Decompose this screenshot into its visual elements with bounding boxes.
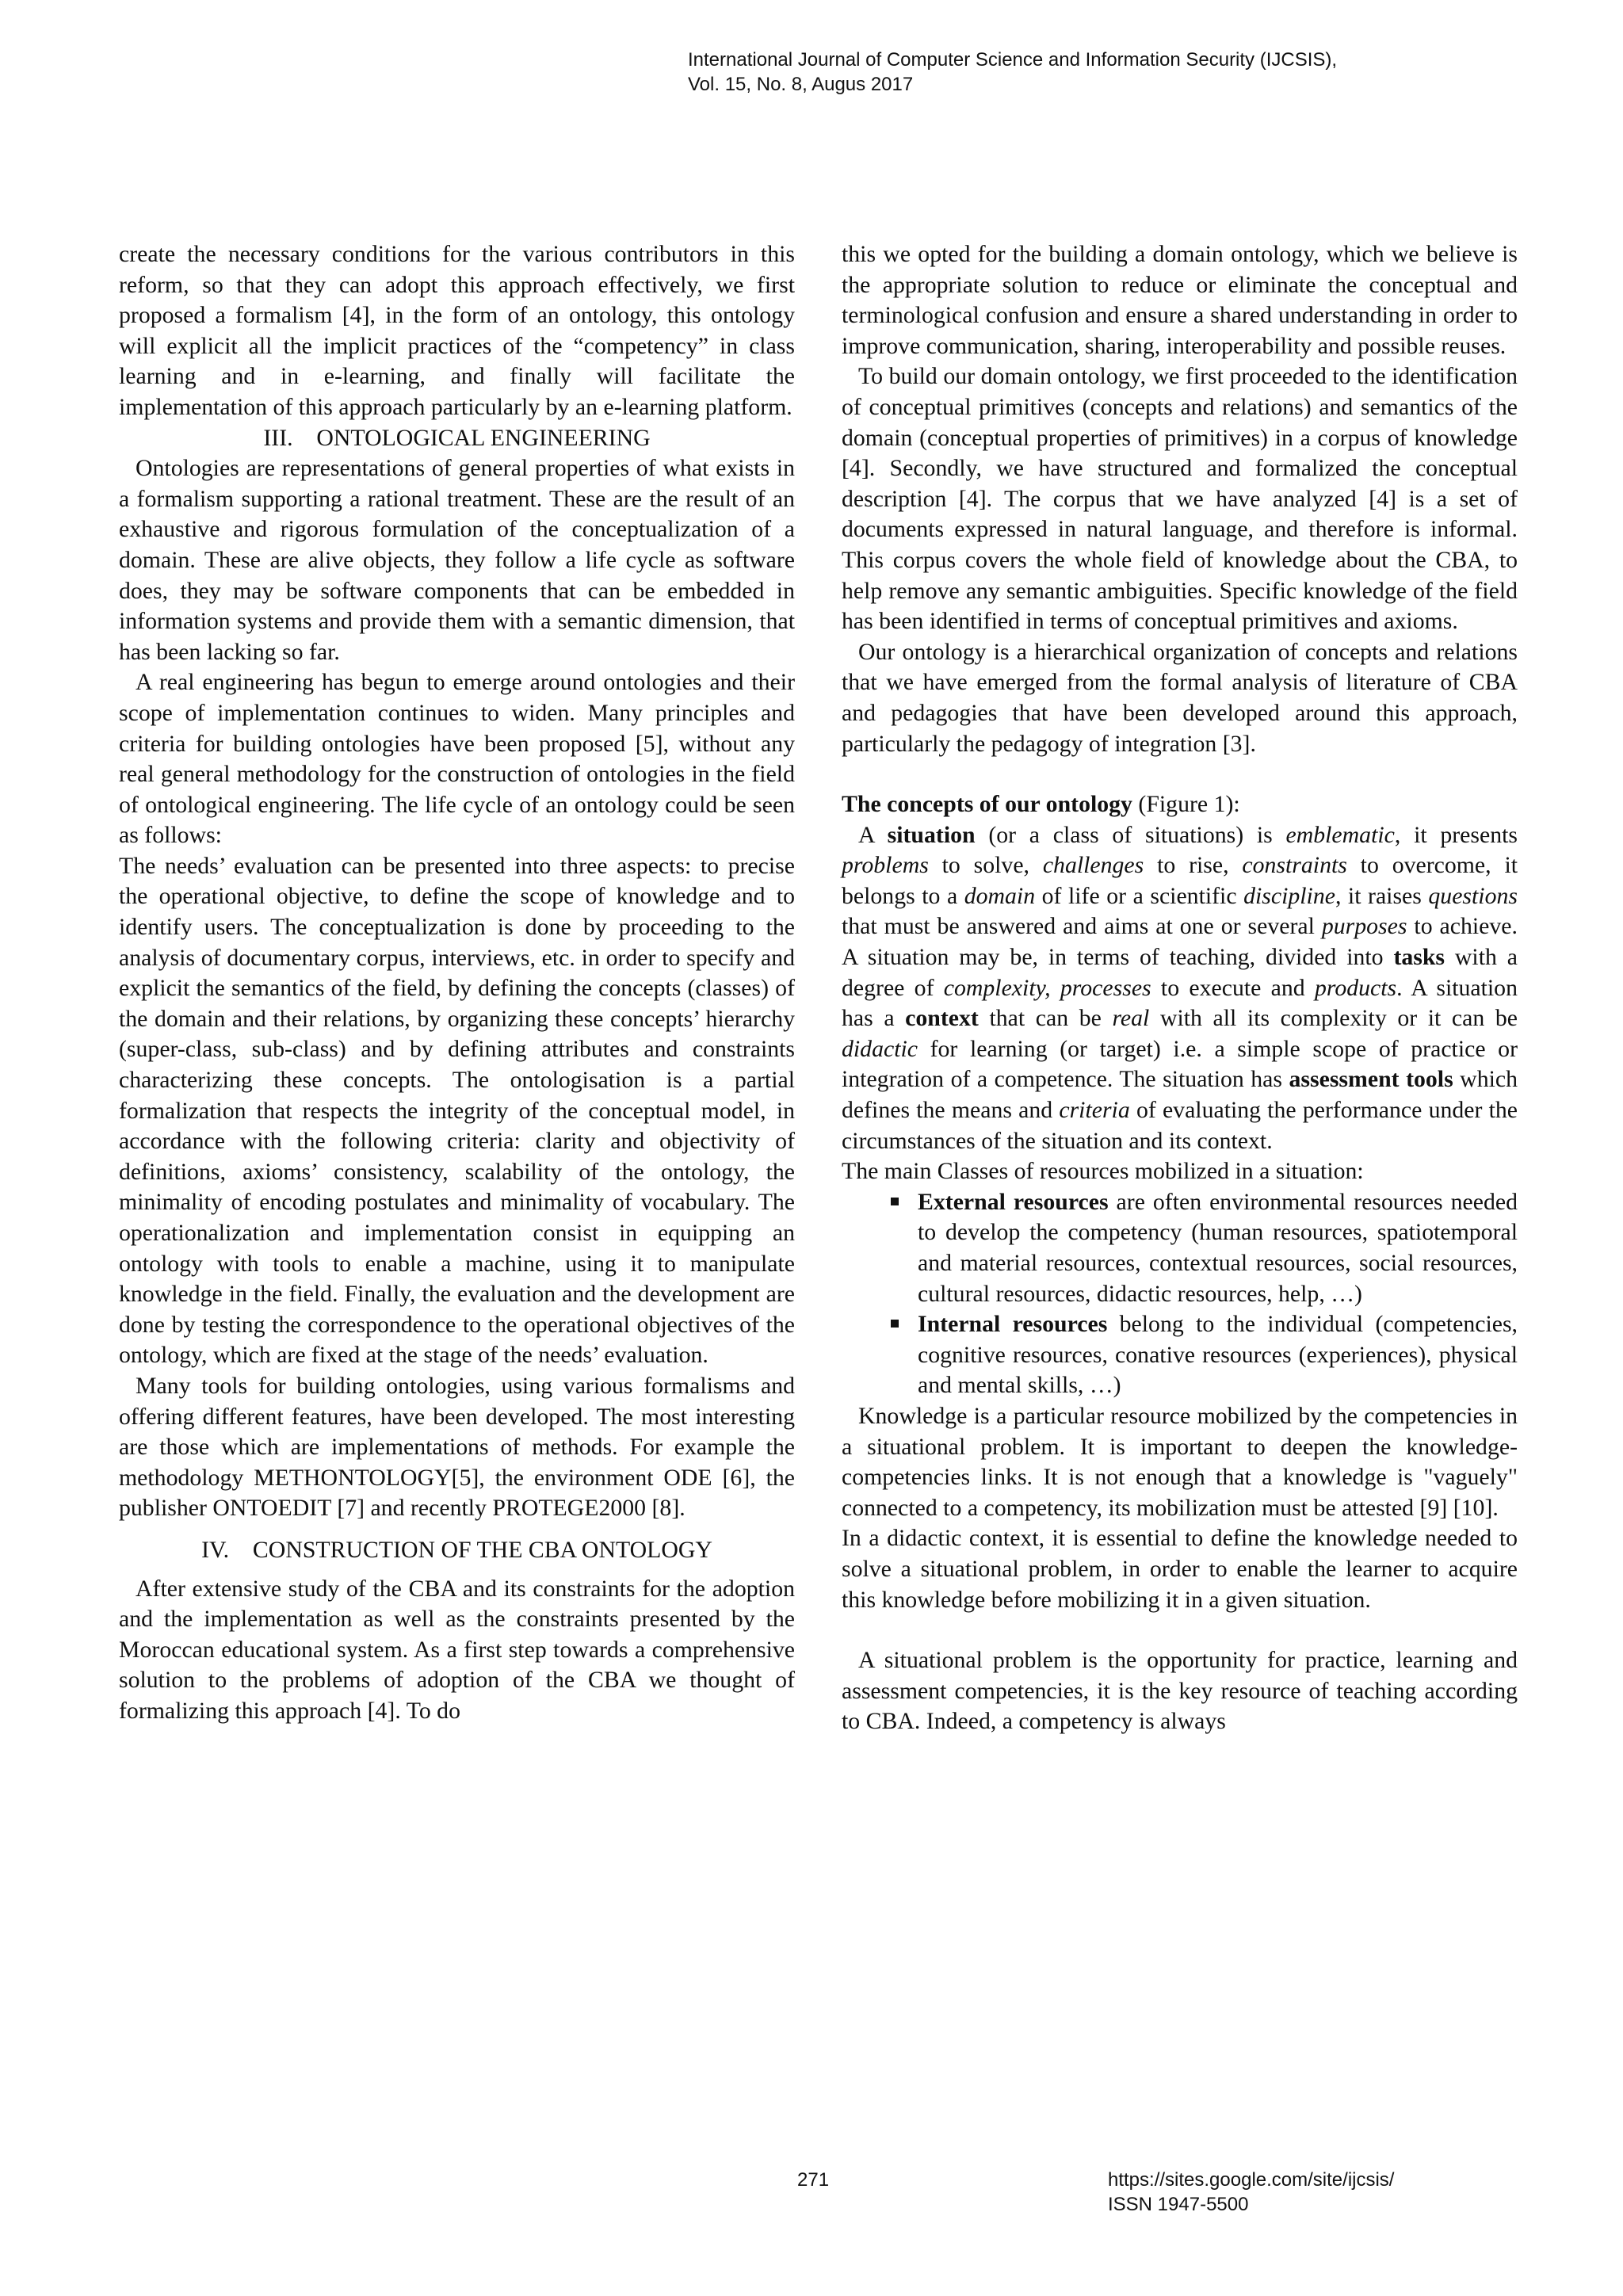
resource-name: Internal resources [918,1311,1108,1338]
site-url: https://sites.google.com/site/ijcsis/ [1108,2169,1395,2191]
term-purposes: purposes [1321,913,1407,940]
term-criteria: criteria [1059,1097,1130,1124]
text-run: to rise, [1144,852,1243,879]
text-run: to achieve. A situation may be, in terms of teaching, divided into [842,913,1518,971]
domain-ontology-paragraph: this we opted for the building a domain ontology, which we believe is the appropriate solution to reduce or eliminate the conceptual and terminological confusion and ensure a shared understanding in order to improve communication, sharing, interoperability and possible reuses. [842,241,1518,359]
section-3-heading: III. ONTOLOGICAL ENGINEERING [263,424,651,451]
text-run: to solve, [928,852,1043,879]
text-run: . A situation has a [842,974,1518,1032]
resource-description: belong to the individual (competencies, cognitive resources, conative resources (experiences), physical and mental skills, …) [918,1311,1518,1399]
text-run: to overcome, it belongs to a [842,852,1518,909]
right-column [842,239,1518,1737]
situational-problem-paragraph: A situational problem is the opportunity for practice, learning and assessment competencies, it is the key resource of teaching according to CBA. Indeed, a competency is always [842,1647,1518,1735]
journal-title: International Journal of Computer Science and Information Security (IJCSIS), [688,49,1338,71]
term-challenges: challenges [1042,852,1144,879]
concepts-heading-bold: The concepts of our ontology [842,791,1132,818]
term-products: products [1314,974,1397,1001]
term-didactic: didactic [842,1035,918,1062]
concepts-heading-rest: (Figure 1): [1132,791,1240,818]
resource-description: are often environmental resources needed to develop the competency (human resources, spatiotemporal and material resources, contextual resources, social resources, cultural resources, didactic resources, help, …) [918,1188,1518,1307]
knowledge-paragraph: Knowledge is a particular resource mobilized by the competencies in a situational problem. It is important to deepen the knowledge-competencies links. It is not enough that a knowledge is "vaguely" connected to a competency, its mobilization must be attested [9] [10]. [842,1402,1518,1521]
hierarchy-paragraph: Our ontology is a hierarchical organization of concepts and relations that we have emerged from the formal analysis of literature of CBA and pedagogies that have been developed around this approach, particularly the pedagogy of integration [3]. [842,638,1518,757]
text-run: with a degree of [842,944,1518,1001]
term-assessment-tools: assessment tools [1289,1066,1453,1093]
text-run: of life or a scientific [1035,882,1244,909]
term-domain: domain [964,882,1036,909]
term-problems: problems [842,852,929,879]
engineering-paragraph: A real engineering has begun to emerge around ontologies and their scope of implementation continues to widen. Many principles and criteria for building ontologies have been proposed [5], without any real general methodology for the construction of ontologies in the field of ontological engineering. The life cycle of an ontology could be seen as follows: [119,669,795,849]
journal-header [688,48,1337,97]
left-column [119,239,795,1727]
text-run: that must be answered and aims at one or several [842,913,1322,940]
term-discipline: discipline [1243,882,1335,909]
journal-volume: Vol. 15, No. 8, Augus 2017 [688,74,914,95]
term-emblematic: emblematic [1285,821,1395,848]
text-run: for learning (or target) i.e. a simple scope of practice or integration of a competence. The situation has [842,1035,1518,1093]
list-item [842,1309,1518,1401]
didactic-paragraph: In a didactic context, it is essential to define the knowledge needed to solve a situational problem, in order to enable the learner to acquire this knowledge before mobilizing it in a given situation. [842,1525,1518,1613]
list-item [842,1187,1518,1309]
tools-paragraph: Many tools for building ontologies, using various formalisms and offering different features, have been developed. The most interesting are those which are implementations of methods. For example the methodology METHONTOLOGY[5], the environment ODE [6], the publisher ONTOEDIT [7] and recently PROTEGE2000 [8]. [119,1372,795,1522]
text-run: with all its complexity or it can be [1149,1005,1518,1032]
term-situation: situation [887,821,976,848]
term-real: real [1112,1005,1150,1032]
term-complexity-processes: complexity, processes [943,974,1151,1001]
term-constraints: constraints [1242,852,1347,879]
lifecycle-paragraph: The needs’ evaluation can be presented into three aspects: to precise the operational objective, to define the scope of knowledge and to identify users. The conceptualization is done by proceeding to the analysis of documentary corpus, interviews, etc. in order to specify and explicit the semantics of the field, by defining the concepts (classes) of the domain and their relations, by organizing these concepts’ hierarchy (super-class, sub-class) and by defining attributes and constraints characterizing these concepts. The ontologisation is a partial formalization that respects the integrity of the conceptual model, in accordance with the following criteria: clarity and objectivity of definitions, axioms’ consistency, scalability of the ontology, the minimality of encoding postulates and minimality of vocabulary. The operationalization and implementation consist in equipping an ontology with tools to enable a machine, using it to manipulate knowledge in the field. Finally, the evaluation and the development are done by testing the correspondence to the operational objectives of the ontology, which are fixed at the stage of the needs’ evaluation. [119,852,795,1369]
intro-paragraph: create the necessary conditions for the various contributors in this reform, so that they can adopt this approach effectively, we first proposed a formalism [4], in the form of an ontology, this ontology will explicit all the implicit practices of the “competency” in class learning and in e-learning, and finally will facilitate the implementation of this approach particularly by an e-learning platform. [119,241,795,420]
resource-name: External resources [918,1188,1109,1215]
text-run: A [858,821,888,848]
footer-info [1108,2168,1394,2217]
text-run: that can be [978,1005,1113,1032]
text-run: (or a class of situations) is [975,821,1286,848]
text-run: to execute and [1151,974,1315,1001]
section-4-heading: IV. CONSTRUCTION OF THE CBA ONTOLOGY [201,1536,712,1563]
resources-list [842,1187,1518,1401]
cba-paragraph: After extensive study of the CBA and its constraints for the adoption and the implementation as well as the constraints presented by the Moroccan educational system. As a first step towards a comprehensive solution to the problems of adoption of the CBA we thought of formalizing this approach [4]. To do [119,1575,795,1724]
classes-intro: The main Classes of resources mobilized in a situation: [842,1158,1364,1185]
text-run: which defines the means and [842,1066,1518,1124]
term-tasks: tasks [1393,944,1445,971]
ontologies-paragraph: Ontologies are representations of general properties of what exists in a formalism supporting a rational treatment. These are the result of an exhaustive and rigorous formulation of the conceptualization of a domain. These are alive objects, they follow a life cycle as software does, they may be software components that can be embedded in information systems and provide them with a semantic dimension, that has been lacking so far. [119,455,795,665]
text-run: , it raises [1335,882,1429,909]
square-bullet-icon [891,1198,899,1205]
page-number: 271 [797,2169,830,2191]
build-ontology-paragraph: To build our domain ontology, we first proceeded to the identification of conceptual primitives (concepts and relations) and semantics of the domain (conceptual properties of primitives) in a corpus of knowledge [4]. Secondly, we have structured and formalized the conceptual description [4]. The corpus that we have analyzed [4] is a set of documents expressed in natural language, and therefore is informal. This corpus covers the whole field of knowledge about the CBA, to help remove any semantic ambiguities. Specific knowledge of the field has been identified in terms of conceptual primitives and axioms. [842,363,1518,635]
square-bullet-icon [891,1320,899,1328]
term-context: context [905,1005,979,1032]
term-questions: questions [1428,882,1518,909]
text-run: , it presents [1394,821,1518,848]
concepts-heading [842,789,1518,820]
situation-paragraph [842,820,1518,1157]
text-run: of evaluating the performance under the circumstances of the situation and its context. [842,1097,1518,1154]
issn: ISSN 1947-5500 [1108,2194,1249,2215]
